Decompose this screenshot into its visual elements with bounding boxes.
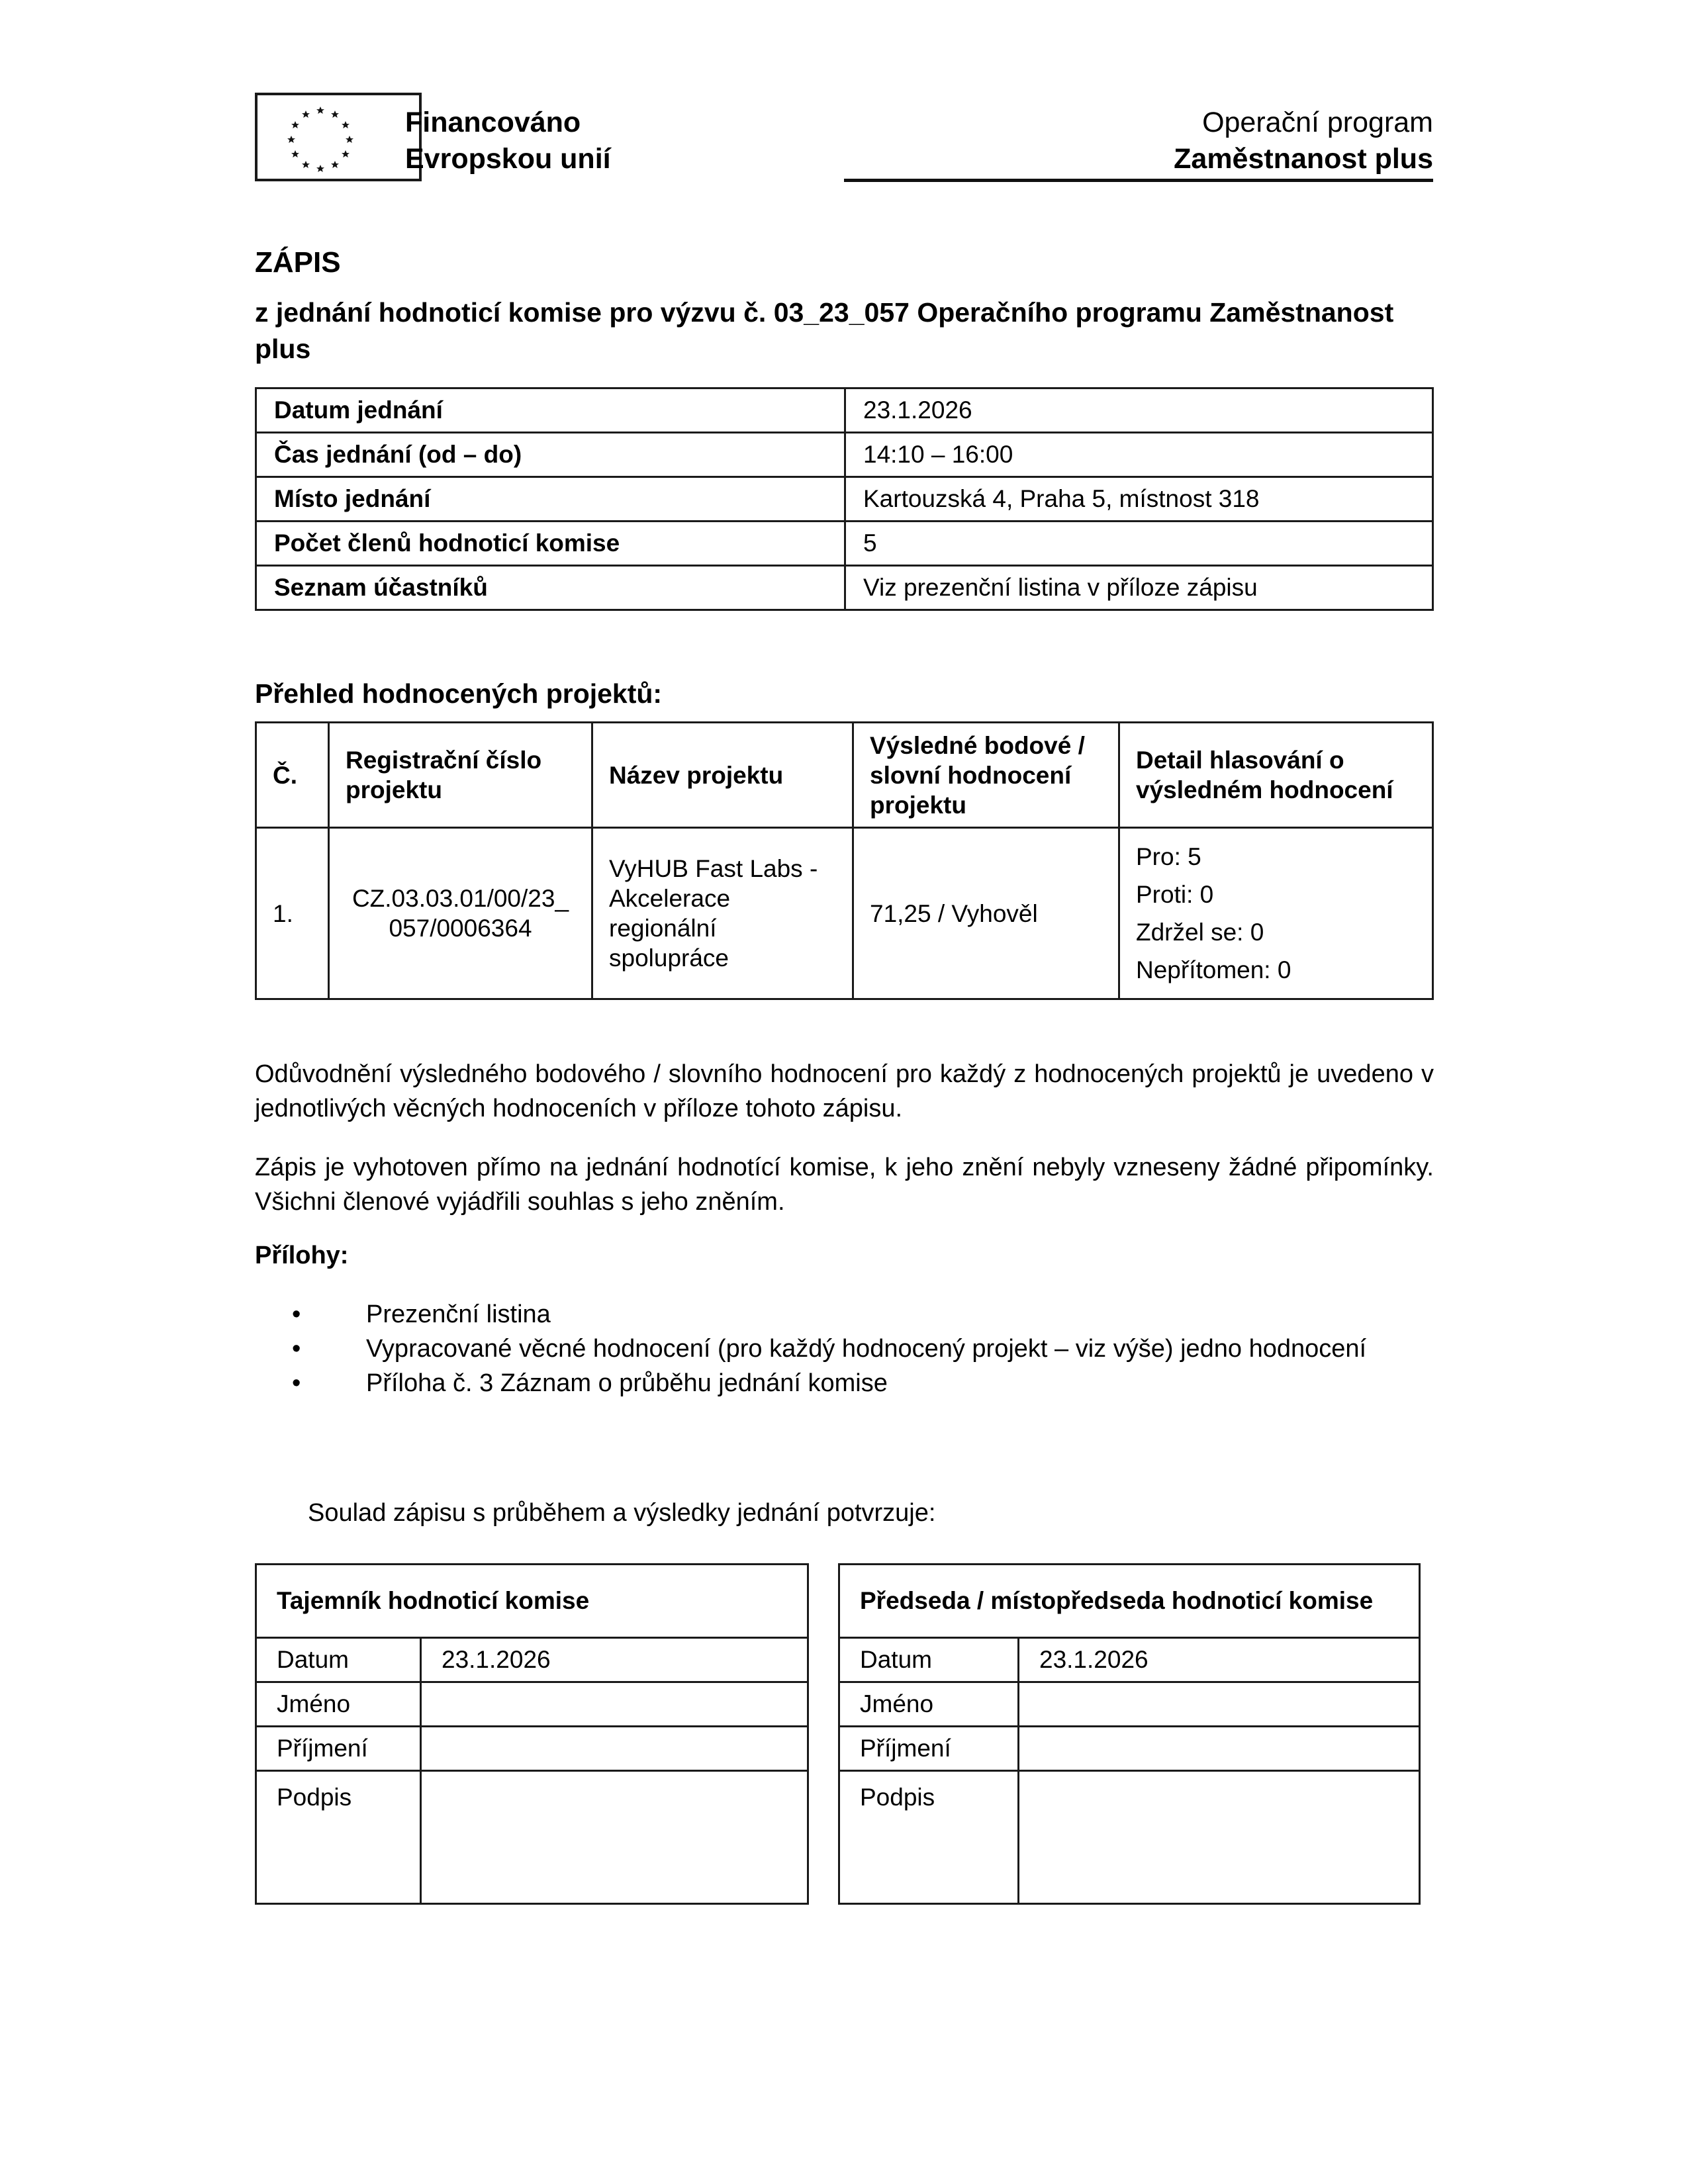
meeting-place-value: Kartouzská 4, Praha 5, místnost 318 [845,477,1433,522]
secretary-signature-label: Podpis [256,1771,421,1904]
list-item [255,1297,1434,1332]
chair-first-name-label: Jméno [839,1682,1019,1727]
secretary-first-name-label: Jméno [256,1682,421,1727]
document-title: ZÁPIS [255,246,341,279]
header-divider [844,179,1433,182]
meeting-place-label: Místo jednání [256,477,845,522]
eu-funding-line2: Evropskou unií [405,143,611,175]
meeting-date-label: Datum jednání [256,388,845,433]
justification-paragraph: Odůvodnění výsledného bodového / slovního hodnocení pro každý z hodnocených projektů je uvedeno v jednotlivých věcných hodnoceních v příloze tohoto zápisu. [255,1060,1434,1122]
table-row [256,522,1433,566]
votes-abstained: Zdržel se: 0 [1136,919,1264,946]
program-line1: Operační program [1202,107,1433,138]
attachments-list [255,1297,1434,1400]
secretary-signature-table [255,1563,809,1905]
program-line2: Zaměstnanost plus [1174,143,1433,175]
table-header-row [256,723,1433,828]
project-name: VyHUB Fast Labs - Akcelerace regionální spolupráce [592,828,853,999]
chair-date-label: Datum [839,1638,1019,1682]
bullet-icon: • [292,1335,301,1363]
table-row [256,477,1433,522]
secretary-last-name-field[interactable] [421,1727,808,1771]
approval-paragraph: Zápis je vyhotoven přímo na jednání hodnotící komise, k jeho znění nebyly vzneseny žádné připomínky. Všichni členové vyjádřili souhlas s jeho zněním. [255,1154,1434,1216]
attachment-label: Prezenční listina [366,1300,551,1328]
chair-signature-field[interactable] [1019,1771,1420,1904]
table-row [256,828,1433,999]
eu-funding-line1: Financováno [405,107,581,138]
votes-absent: Nepřítomen: 0 [1136,956,1291,983]
col-result: Výsledné bodové / slovní hodnocení projektu [853,723,1119,828]
member-count-label: Počet členů hodnoticí komise [256,522,845,566]
list-item [255,1366,1434,1400]
eu-funding-label [405,105,611,177]
table-row [839,1771,1420,1904]
meeting-info-table [255,387,1434,611]
meeting-time-value: 14:10 – 16:00 [845,433,1433,477]
participants-label: Seznam účastníků [256,566,845,610]
chair-last-name-label: Příjmení [839,1727,1019,1771]
secretary-first-name-field[interactable] [421,1682,808,1727]
bullet-icon: • [292,1300,301,1328]
attachment-label: Vypracované věcné hodnocení (pro každý hodnocený projekt – viz výše) jedno hodnocení [366,1335,1367,1363]
secretary-date-label: Datum [256,1638,421,1682]
list-item [255,1332,1434,1366]
chair-first-name-field[interactable] [1019,1682,1420,1727]
program-label [1174,105,1433,177]
participants-value: Viz prezenční listina v příloze zápisu [845,566,1433,610]
table-row [256,433,1433,477]
table-row [256,1638,808,1682]
table-row [256,1771,808,1904]
eu-logo [255,93,422,181]
table-row [839,1727,1420,1771]
secretary-title: Tajemník hodnoticí komise [256,1565,808,1638]
col-project-name: Název projektu [592,723,853,828]
secretary-date-field[interactable]: 23.1.2026 [421,1638,808,1682]
secretary-last-name-label: Příjmení [256,1727,421,1771]
project-number: 1. [256,828,329,999]
table-row [839,1565,1420,1638]
projects-table [255,721,1434,1000]
col-number: Č. [256,723,329,828]
table-row [839,1638,1420,1682]
table-row [256,388,1433,433]
votes-pro: Pro: 5 [1136,843,1201,870]
attachment-label: Příloha č. 3 Záznam o průběhu jednání komise [366,1369,888,1397]
project-registration: CZ.03.03.01/00/23_ 057/0006364 [329,828,592,999]
col-vote-detail: Detail hlasování o výsledném hodnocení [1119,723,1433,828]
col-registration: Registrační číslo projektu [329,723,592,828]
bullet-icon: • [292,1369,301,1397]
eu-flag-stars-icon [284,103,357,173]
project-result: 71,25 / Vyhověl [853,828,1119,999]
meeting-time-label: Čas jednání (od – do) [256,433,845,477]
secretary-signature-field[interactable] [421,1771,808,1904]
confirmation-text: Soulad zápisu s průběhem a výsledky jednání potvrzuje: [308,1499,936,1527]
project-votes [1119,828,1433,999]
chair-date-field[interactable]: 23.1.2026 [1019,1638,1420,1682]
chair-signature-label: Podpis [839,1771,1019,1904]
chair-last-name-field[interactable] [1019,1727,1420,1771]
document-subtitle: z jednání hodnoticí komise pro výzvu č. 03_23_057 Operačního programu Zaměstnanost plus [255,297,1394,364]
table-row [256,1727,808,1771]
chair-title: Předseda / místopředseda hodnoticí komise [839,1565,1420,1638]
member-count-value: 5 [845,522,1433,566]
table-row [256,1565,808,1638]
table-row [839,1682,1420,1727]
table-row [256,566,1433,610]
chair-signature-table [838,1563,1421,1905]
projects-heading: Přehled hodnocených projektů: [255,678,663,709]
meeting-date-value: 23.1.2026 [845,388,1433,433]
table-row [256,1682,808,1727]
attachments-heading: Přílohy: [255,1242,349,1269]
votes-proti: Proti: 0 [1136,881,1214,908]
